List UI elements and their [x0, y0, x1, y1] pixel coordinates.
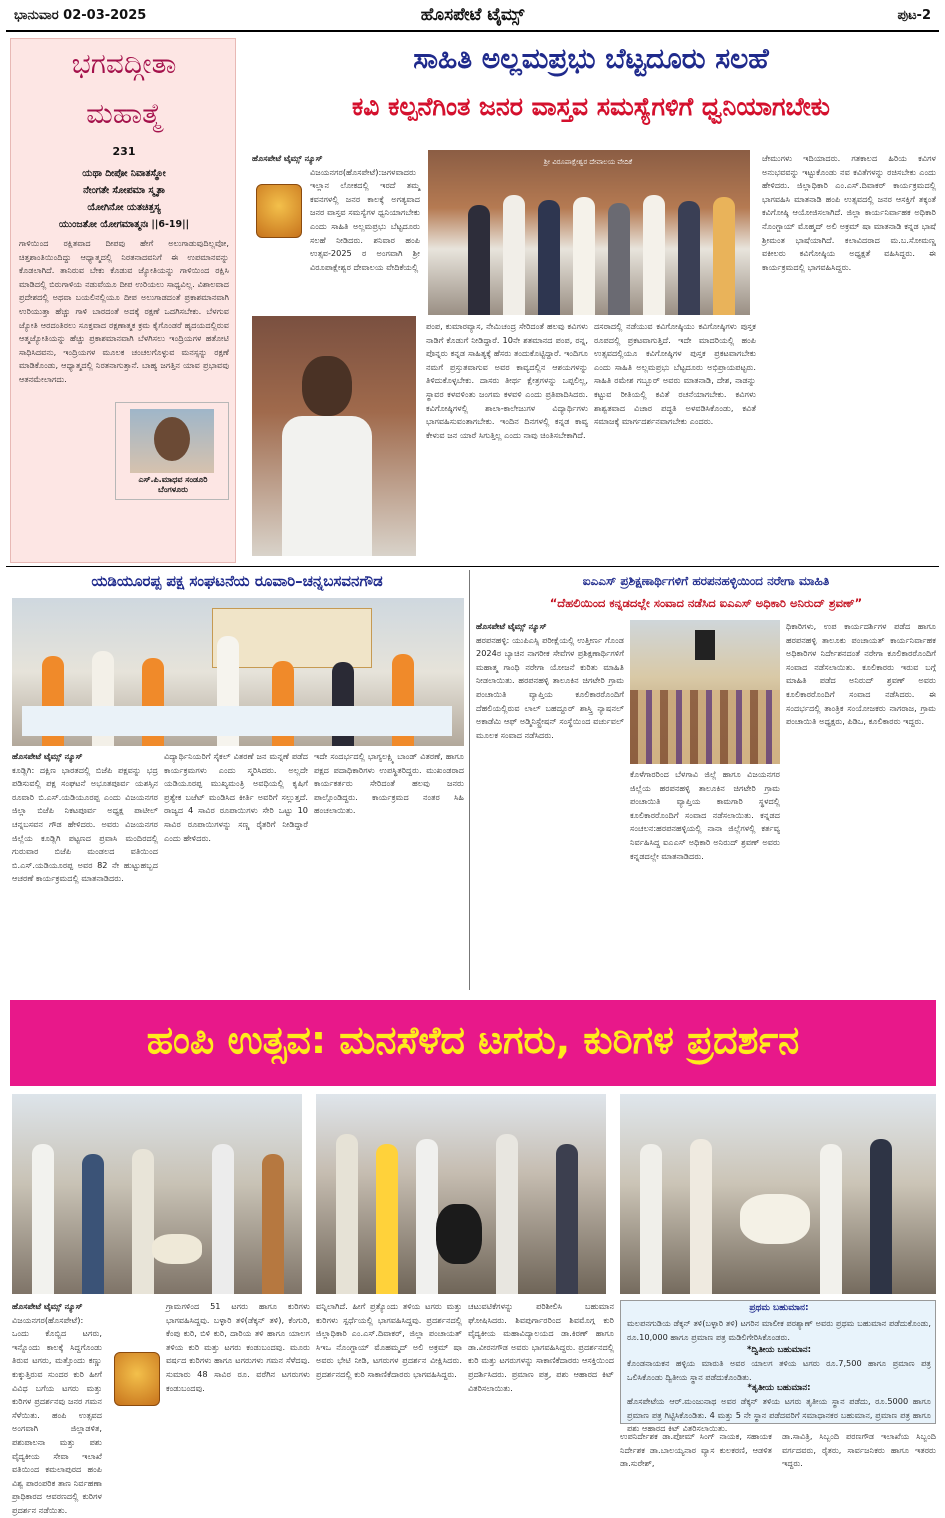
lead-headline-2: ಕವಿ ಕಲ್ಪನೆಗಿಂತ ಜನರ ವಾಸ್ತವ ಸಮಸ್ಯೆಗಳಿಗೆ ಧ್ವನಿಯಾಗಬೇಕು: [352, 92, 830, 121]
lead-byline: ಹೊಸಪೇಟೆ ಟೈಮ್ಸ್ ನ್ಯೂಸ್: [252, 153, 323, 163]
hampi-col-2: ಗ್ರಾಮಗಳಿಂದ 51 ಟಗರು ಹಾಗೂ ಕುರಿಗಳು ಭಾಗವಹಿಸಿದ್ದವು. ಬಳ್ಳಾರಿ ತಳಿ(ಡೆಕ್ಕನ್ ತಳಿ), ಕೆಂಗುರಿ, ಕೆಂಪು ಕುರಿ, ಬಿಳಿ ಕುರಿ, ದಾರಿಯ ತಳಿ ಹಾಗೂ ಯಾಲಗ ತಳಿಯ ಕುರಿ ಮತ್ತು ಟಗರು ಕಂಡುಬಂದವು. ಮೂರು ವರ್ಷದ ಕುರಿಗಳು ಹಾಗೂ ಟಗರುಗಳು ಗಮನ ಸೆಳೆದವು. ಸುಮಾರು 48 ಸಾವಿರ ರೂ. ವರೆಗಿನ ಟಗರುಗಳು ಕಂಡುಬಂದವು.: [166, 1301, 310, 1393]
hampi-utsav-logo: [256, 184, 302, 238]
section-divider-1: [6, 566, 939, 567]
ias-caption-and-col-2: ಕೊಳೆಗಾರರಿಂದ ಬೆಳಗಾವಿ ಜಿಲ್ಲೆ ಹಾಗೂ ವಿಜಯನಗರ ಜಿಲ್ಲೆಯ ಹರಪನಹಳ್ಳಿ ತಾಲೂಕಿನ ಚಿಗಟೇರಿ ಗ್ರಾಮ ಪಂಚಾಯಿತಿ ವ್ಯಾಪ್ತಿಯ ಕಾಮಗಾರಿ ಸ್ಥಳದಲ್ಲಿ ಕೂಲಿಕಾರರೊಂದಿಗೆ ಸಂವಾದ ನಡೆಸಲಾಯಿತು. ಕನ್ನಡದ ಸಂಚಲನ:ಹರಪನಹಳ್ಳಿಯಲ್ಲಿ ನಾನಾ ಜಿಲ್ಲೆಗಳಲ್ಲಿ ಕರ್ತವ್ಯ ನಿರ್ವಹಿಸಿದ್ದ ಐಎಎಸ್ ಅಧಿಕಾರಿ ಅನಿರುದ್ ಶ್ರವಣ್ ಅವರು ಕನ್ನಡದಲ್ಲೇ ಮಾತನಾಡಿದರು.: [630, 769, 780, 861]
newspaper-name: ಹೊಸಪೇಟೆ ಟೈಮ್ಸ್: [420, 5, 525, 25]
lead-col-3: ದಸರಾದಲ್ಲಿ ನಡೆಯುವ ಕವಿಗೋಷ್ಠಿಯು ಕವಿಗೋಷ್ಠಿಗಳು ಪುಸ್ತಕ ರೂಪದಲ್ಲಿ ಪ್ರಕಟವಾಗುತ್ತಿದೆ. ಇದೇ ಮಾದರಿಯಲ್ಲಿ ಹಂಪಿ ಉತ್ಸವದಲ್ಲಿಯೂ ಕವಿಗೋಷ್ಠಿಗಳ ಪುಸ್ತಕ ಪ್ರಕಟವಾಗಬೇಕು ಎಂದು ಸಾಹಿತಿ ಅಲ್ಲಮಪ್ರಭು ಬೆಟ್ಟದೂರು ಅಭಿಪ್ರಾಯಪಟ್ಟರು. ಸಾಹಿತಿ ರಮೇಶ ಗಬ್ಬೂರ್ ಅವರು ಮಾತನಾಡಿ, ದೇಶ, ನಾಡನ್ನು ಕಟ್ಟುವ ರೀತಿಯಲ್ಲಿ ಕವಿತೆ ರಚನೆಯಾಗಬೇಕು. ಕವಿಗಳು ಶಾಶ್ವತವಾದ ವಿಚಾರ ಪದ್ಧತಿ ಅಳವಡಿಸಿಕೊಂಡು, ಕವಿತೆ ಸಮಾಜಕ್ಕೆ ಮಾರ್ಗದರ್ಶನವಾಗಬೇಕು ಎಂದರು.: [594, 321, 756, 427]
masthead-rule: [6, 30, 939, 32]
ias-col-1: [476, 620, 624, 990]
ias-kicker: ಐಎಎಸ್ ಪ್ರಶಿಕ್ಷಣಾರ್ಥಿಗಳಿಗೆ ಹರಪನಹಳ್ಳಿಯಿಂದ ನರೇಗಾ ಮಾಹಿತಿ: [582, 574, 830, 588]
prize-title: ಪ್ರಥಮ ಬಹುಮಾನ:: [749, 1303, 809, 1313]
bsy-col-1-text: ಕೂಡ್ಲಿಗಿ: ದಕ್ಷಿಣ ಭಾರತದಲ್ಲಿ ಬಿಜೆಪಿ ಪಕ್ಷವನ್ನು ಭದ್ರ ಪಡಿಸುವಲ್ಲಿ ಪಕ್ಷ ಸಂಘಟನೆ ಅಭೂತಪೂರ್ವ ಯಶಸ್ಸಿನ ರೂವಾರಿ ಬಿ.ಎಸ್.ಯಡಿಯೂರಪ್ಪ ಎಂದು ವಿಜಯನಗರ ಜಿಲ್ಲಾ ಬಿಜೆಪಿ ನಿಕಟಪೂರ್ವ ಅಧ್ಯಕ್ಷ ಪಾಟೀಲ್ ಚನ್ನಬಸವನ ಗೌಡ ಹೇಳಿದರು. ಅವರು ವಿಜಯನಗರ ಜಿಲ್ಲೆಯ ಕೂಡ್ಲಿಗಿ ಪಟ್ಟಣದ ಪ್ರವಾಸಿ ಮಂದಿರದಲ್ಲಿ ಗುರುವಾರ ಬಿಜೆಪಿ ಮಂಡಲದ ವತಿಯಿಂದ ಬಿ.ಎಸ್.ಯಡಿಯೂರಪ್ಪ ಅವರ 82 ನೇ ಹುಟ್ಟುಹಬ್ಬದ ಆಚರಣೆ ಕಾರ್ಯಕ್ರಮದಲ್ಲಿ ಮಾತನಾಡಿದರು.: [12, 764, 158, 884]
bsy-col-2: ವಿದ್ಯಾರ್ಥಿನಿಯರಿಗೆ ಸೈಕಲ್ ವಿತರಣೆ ಜನ ಮನ್ನಣೆ ಪಡೆದ ಕಾರ್ಯಕ್ರಮಗಳು ಎಂದು ಸ್ಮರಿಸಿದರು. ಅಲ್ಲದೇ ಯಡಿಯೂರಪ್ಪ ಮುಖ್ಯಮಂತ್ರಿ ಅವಧಿಯಲ್ಲಿ ಕೃಷಿಗೆ ಪ್ರತ್ಯೇಕ ಬಜೆಟ್ ಮಂಡಿಸಿದ ಕೀರ್ತಿ ಅವರಿಗೆ ಸಲ್ಲುತ್ತದೆ. ರಾಜ್ಯದ 4 ಸಾವಿರ ರೂಪಾಯಿಗಳು ಸೇರಿ ಒಟ್ಟು 10 ಸಾವಿರ ರೂಪಾಯಿಗಳನ್ನು ಸಣ್ಣ ರೈತರಿಗೆ ನೀಡಿದ್ದಾರೆ ಎಂದು ಹೇಳಿದರು.: [164, 751, 308, 843]
gita-column: [10, 38, 236, 563]
lead-photo-stage: [428, 150, 750, 315]
hampi-headline: ಹಂಪಿ ಉತ್ಸವ: ಮನಸೆಳೆದ ಟಗರು, ಕುರಿಗಳ ಪ್ರದರ್ಶನ: [146, 1018, 800, 1062]
hampi-photo-2: [316, 1094, 606, 1294]
masthead: [0, 0, 945, 32]
hampi-byline: ಹೊಸಪೇಟೆ ಟೈಮ್ಸ್ ನ್ಯೂಸ್: [12, 1301, 83, 1311]
hampi-banner: [10, 1000, 936, 1086]
hampi-col-7: ಡಾ.ಸಾವಿತ್ರಿ, ಸಿಬ್ಬಂದಿ ಪರಣಗೌಡ ಇಲಾಖೆಯ ಸಿಬ್ಬಂದಿ ವರ್ಗದವರು, ರೈತರು, ಸಾರ್ವಜನಿಕರು ಹಾಗೂ ಇತರರು ಇದ್ದರು.: [782, 1431, 936, 1469]
gita-title-1: ಭಗವದ್ಗೀತಾ: [71, 47, 177, 80]
ias-headline: “ದೆಹಲಿಯಿಂದ ಕನ್ನಡದಲ್ಲೇ ಸಂವಾದ ನಡೆಸಿದ ಐಎಎಸ್ ಅಧಿಕಾರಿ ಅನಿರುದ್ ಶ್ರವಣ್”: [549, 596, 863, 610]
author-photo-box: [115, 402, 229, 500]
prize-third-title: *ತೃತೀಯ ಬಹುಮಾನ:: [747, 1383, 811, 1393]
ias-byline: ಹೊಸಪೇಟೆ ಟೈಮ್ಸ್ ನ್ಯೂಸ್: [476, 621, 547, 631]
bsy-col-3: ಇದೇ ಸಂದರ್ಭದಲ್ಲಿ ಭಾಗ್ಯಲಕ್ಷ್ಮಿ ಬಾಂಡ್ ವಿತರಣೆ, ಹಾಗೂ ಪಕ್ಷದ ಪದಾಧಿಕಾರಿಗಳು ಉಪಸ್ಥಿತರಿದ್ದರು. ಮುಖಂಡರಾದ ಕಾರ್ಯಕರ್ತರು ಸೇರಿದಂತೆ ಹಲವು ಜನರು ಪಾಲ್ಗೊಂಡಿದ್ದರು. ಕಾರ್ಯಕ್ರಮದ ನಂತರ ಸಿಹಿ ಹಂಚಲಾಯಿತು.: [314, 751, 464, 816]
hampi-col-4: ಚಟುವಟಿಕೆಗಳನ್ನು ಪರಿಶೀಲಿಸಿ ಬಹುಮಾನ ಘೋಷಿಸಿದರು. ಶಿವಪುರ್ಗಾರರಿಂದ ಶಿವಮೊಗ್ಗ ಕುರಿ ವೈದ್ಯಕೀಯ ಮಹಾವಿದ್ಯಾಲಯದ ಡಾ.ಕಿರಣ್ ಹಾಗೂ ಡಾ.ವೀರನಗೌಡ ಅವರು ಭಾಗವಹಿಸಿದ್ದರು. ಪ್ರದರ್ಶನದಲ್ಲಿ ಕುರಿ ಮತ್ತು ಟಗರುಗಳನ್ನು ಸಾಕಾಣಿಕೆದಾರರು ಆಸಕ್ತಿಯಿಂದ ಪ್ರದರ್ಶಿಸಿದರು. ಪ್ರಮಾಣ ಪತ್ರ, ಪಶು ಆಹಾರದ ಕಿಟ್ ವಿತರಿಸಲಾಯಿತು.: [468, 1301, 614, 1393]
gita-shloka: ಯಥಾ ದೀಪೋ ನಿವಾತಸ್ಥೋ ನೇಂಗತೇ ಸೋಪಮಾ ಸ್ಮೃತಾ ಯೋಗಿನೋ ಯತಚಿತ್ತಸ್ಯ ಯುಂಜತೋ ಯೋಗಮಾತ್ಮನಃ ||6-19||: [58, 168, 190, 230]
page-number: ಪುಟ-2: [897, 8, 931, 23]
stage-banner: ಶ್ರೀ ವಿರೂಪಾಕ್ಷೇಶ್ವರ ದೇವಾಲಯ ವೇದಿಕೆ: [543, 158, 633, 166]
lead-col-4: ಜೇಮುಗಳು ಇದಿಯಾದರು. ಗತಕಾಲದ ಹಿರಿಯ ಕವಿಗಳ ಅನುಭವವನ್ನು ಇಟ್ಟುಕೊಂಡು ನವ ಕವಿತೆಗಳನ್ನು ರಚಿಸಬೇಕು ಎಂದು ಹೇಳಿದರು. ಜಿಲ್ಲಾಧಿಕಾರಿ ಎಂ.ಎಸ್.ದಿವಾಕರ್ ಕಾರ್ಯಕ್ರಮದಲ್ಲಿ ಭಾಗವಹಿಸಿ ಮಾತನಾಡಿ ಹಂಪಿ ಉತ್ಸವದಲ್ಲಿ ಜನರ ಆಸಕ್ತಿಗೆ ತಕ್ಕಂತೆ ಕವಿಗೋಷ್ಠಿ ಆಯೋಜಿಸಲಾಗಿದೆ. ಜಿಲ್ಲಾ ಕಾರ್ಯನಿರ್ವಾಹಕ ಅಧಿಕಾರಿ ನೊಂಗ್ಜಾಯ್ ಮೊಹ್ಮದ್ ಅಲಿ ಅಕ್ರಮ್ ಷಾ ಮಾತನಾಡಿ ಕನ್ನಡ ಭಾಷೆ ಶ್ರೀಮಂತ ಭಾಷೆಯಾಗಿದೆ. ಕಲಾವಿದರಾದ ಮ.ಬ.ಸೋಮಣ್ಣ ವಕೀಲರು ಕವಿಗೋಷ್ಠಿಯ ಅಧ್ಯಕ್ಷತೆ ವಹಿಸಿದ್ದರು. ಈ ಕಾರ್ಯಕ್ರಮದಲ್ಲಿ ಭಾಗವಹಿಸಿದ್ದರು.: [762, 153, 936, 272]
prize-second-title: *ದ್ವಿತೀಯ ಬಹುಮಾನ:: [746, 1345, 812, 1355]
hampi-col-1-text: ವಿಜಯನಗರ(ಹೊಸಪೇಟೆ): ಒಂದು ಕೊಬ್ಬಿದ ಟಗರು, ಇನ್ನೊಂದು ಕಾಲಕ್ಕೆ ಸಿದ್ದಗೊಂಡು ತಿರುವ ಟಗರು, ಮತ್ತೊಂದು ಕಣ್ಣು ಕುಕ್ಕುತ್ತಿರುವ ಸುಂದರ ಕುರಿ ಹೀಗೆ ವಿವಿಧ ಬಗೆಯ ಟಗರು ಮತ್ತು ಕುರಿಗಳ ಪ್ರದರ್ಶನವು ಜನರ ಗಮನ ಸೆಳೆಯಿತು. ಹಂಪಿ ಉತ್ಸವದ ಅಂಗವಾಗಿ ಜಿಲ್ಲಾಡಳಿತ, ಪಶುಪಾಲನಾ ಮತ್ತು ಪಶು ವೈದ್ಯಕೀಯ ಸೇವಾ ಇಲಾಖೆ ವತಿಯಿಂದ ಕಮಲಾಪುರದ ಹಂಪಿ ವಿಶ್ವ ಪಾರಂಪರಿಕ ತಾಣ ನಿರ್ವಹಣಾ ಪ್ರಾಧಿಕಾರದ ಆವರಣದಲ್ಲಿ ಕುರಿಗಳ ಪ್ರದರ್ಶನ ನಡೆಯಿತು.: [12, 1314, 102, 1515]
gita-commentary: ಗಾಳಿಯಿಂದ ರಕ್ಷಿತವಾದ ದೀಪವು ಹೇಗೆ ಅಲುಗಾಡುವುದಿಲ್ಲವೋ, ಚಿತ್ತಶಾಂತಿಯಿಂದಿದ್ದು ಆಧ್ಯಾತ್ಮದಲ್ಲಿ ನಿರತನಾದವನಿಗೆ ಈ ಉಪಮಾನವನ್ನು ಕೊಡಲಾಗಿದೆ. ತಾನಿರುವ ಬೇಕು ಕೊಡುವ ಜ್ಯೋತಿಯನ್ನು ಗಾಳಿಯಿಂದ ರಕ್ಷಿಸಿ ಮಾಡಿದಲ್ಲಿ ಬಿರುಗಾಳಿಯ ನಡುವೆಯೂ ದೀಪ ಉರಿಯಲು ಸಾಧ್ಯವಿಲ್ಲ. ವಿಶಾಲವಾದ ಪ್ರದೇಶದಲ್ಲಿ ಅಥವಾ ಬಯಲಿನಲ್ಲಿಯೂ ದೀಪ ಅಲುಗಾಡದಂತೆ ಪ್ರಕಾಶಮಾನವಾಗಿ ಉರಿಯುತ್ತಾ ಹೆಚ್ಚು ಗಾಳಿ ಬಾರದಂತೆ ಅದಕ್ಕೆ ರಕ್ಷಣೆ ಒದಗಿಸಬೇಕು. ಬೆಳಗುವ ಜ್ಯೋತಿ ಆರದಂತಿರಲು ಸೂಕ್ತವಾದ ರಕ್ಷಣಾತ್ಮಕ ಕ್ರಮ ಕೈಗೊಂಡರೆ ಹೃದಯದಲ್ಲಿರುವ ಆತ್ಮಜ್ಯೋತಿಯನ್ನು ಹೆಚ್ಚು ಪ್ರಕಾಶಮಾನವಾಗಿ ಬೆಳಗಿಸಲು ಇಂದ್ರಿಯಗಳ ಹತೋಟಿ ಸಾಧಿಸಿದವನು, ಇಂದ್ರಿಯಗಳ ಮೂಲಕ ಚಂಚಲಗೊಳ್ಳುವ ಮನಸ್ಸನ್ನು ರಕ್ಷಣೆ ಮಾಡಿಕೊಂಡು, ಆಧ್ಯಾತ್ಮದಲ್ಲಿ ನಿರತನಾಗುತ್ತಾನೆ. ಬಾಹ್ಯ ಜಗತ್ತಿನ ಯಾವ ಪ್ರಭಾವವು ಆತನಮೇಲಾಗದು.: [19, 238, 229, 384]
hampi-col-3: ವನ್ನಿಲಾಗಿದೆ. ಹೀಗೆ ಪ್ರತ್ಯೊಂದು ತಳಿಯ ಟಗರು ಮತ್ತು ಕುರಿಗಳು ಸ್ಪರ್ಧೆಯಲ್ಲಿ ಭಾಗವಹಿಸಿದ್ದವು. ಪ್ರದರ್ಶನದಲ್ಲಿ ಜಿಲ್ಲಾಧಿಕಾರಿ ಎಂ.ಎಸ್.ದಿವಾಕರ್, ಜಿಲ್ಲಾ ಪಂಚಾಯತ್ ಸಿಇಒ ನೊಂಗ್ಜಾಯ್ ಮೊಹಮ್ಮದ್ ಅಲಿ ಅಕ್ರಮ್ ಷಾ ಅವರು ಭೇಟಿ ನೀಡಿ, ಟಗರುಗಳ ಪ್ರದರ್ಶನ ವೀಕ್ಷಿಸಿದರು. ಪ್ರದರ್ಶನದಲ್ಲಿ ಕುರಿ ಸಾಕಾಣಿಕೆದಾರರು ಭಾಗವಹಿಸಿದ್ದರು.: [316, 1301, 462, 1379]
lead-col-2: ಪಂಪ, ಕುಮಾರವ್ಯಾಸ, ನೇಮಿಚಂದ್ರ ಸೇರಿದಂತೆ ಹಲವು ಕವಿಗಳು ನಾಡಿಗೆ ಕೊಡುಗೆ ನೀಡಿದ್ದಾರೆ. 10ನೇ ಶತಮಾನದ ಪಂಪ, ರನ್ನ, ಪೊನ್ನರು ಕನ್ನಡ ಸಾಹಿತ್ಯಕ್ಕೆ ಹೆಸರು ತಂದುಕೊಟ್ಟಿದ್ದಾರೆ. ಇಂದಿಗೂ ನಮಗೆ ಪ್ರಸ್ತುತವಾಗುವ ಅವರ ಕಾವ್ಯದಲ್ಲಿನ ಆಶಯಗಳನ್ನು ತಿಳಿದುಕೊಳ್ಳಬೇಕು. ದಾಸರು ತೀರ್ಥ ಕ್ಷೇತ್ರಗಳನ್ನು ಒಪ್ಪಲಿಲ್ಲ, ಸ್ಥಾವರ ಕಳವಳಿಂತು ಜಂಗಮ ಕಳವಳಿ ಎಂದು ಪ್ರತಿಪಾದಿಸಿದರು. ಕವಿಗೋಷ್ಠಿಗಳಲ್ಲಿ ಶಾಲಾ-ಕಾಲೇಜುಗಳ ವಿದ್ಯಾರ್ಥಿಗಳು ಭಾಗವಹಿಸುವಂತಾಗಬೇಕು. ಇಂದಿನ ದಿನಗಳಲ್ಲಿ ಕನ್ನಡ ಕಾವ್ಯ ಕೇಳುವ ಜನ ಯಾರೆ ಸಿಗುತ್ತಿಲ್ಲ ಎಂದು ನಾವು ಚಿಂತಿಸಬೇಕಾಗಿದೆ.: [426, 321, 588, 440]
hampi-photo-1: [12, 1094, 302, 1294]
issue-date: ಭಾನುವಾರ 02-03-2025: [14, 8, 147, 23]
gita-number: 231: [112, 145, 136, 158]
bsy-byline: ಹೊಸಪೇಟೆ ಟೈಮ್ಸ್ ನ್ಯೂಸ್: [12, 751, 83, 761]
hampi-col-6: ಉಪನಿರ್ದೇಶಕ ಡಾ.ಪೋಮ್ ಸಿಂಗ್ ನಾಯಕ, ಸಹಾಯಕ ನಿರ್ದೇಶಕ ಡಾ.ಬಾಲಯ್ಯನಾರ ವ್ಯಾಸ ಕುಲಕರಣಿ, ಆಡಳಿತ ಡಾ.ಸುರೇಶ್,: [620, 1431, 772, 1469]
lead-photo-speaker: [252, 316, 416, 556]
hampi-photo-3: [620, 1094, 936, 1294]
bsy-photo: [12, 598, 464, 746]
bsy-headline: ಯಡಿಯೂರಪ್ಪ ಪಕ್ಷ ಸಂಘಟನೆಯ ರೂವಾರಿ–ಚನ್ನಬಸವನಗೌಡ: [91, 572, 383, 590]
ias-col-1-text: ಹರಪನಹಳ್ಳಿ: ಯುಪಿಎಸ್ಸಿ ಪರೀಕ್ಷೆಯಲ್ಲಿ ಉತ್ತೀರ್ಣ ಗೊಂಡ 2024ರ ಬ್ಯಾಚಿನ ನಾಗರೀಕ ಸೇವೆಗಳ ಪ್ರಶಿಕ್ಷಣಾರ್ಥಿಗಳಿಗೆ ಮಹಾತ್ಮ ಗಾಂಧಿ ನರೇಗಾ ಯೋಜನೆ ಕುರಿತು ಮಾಹಿತಿ ನೀಡಲಾಯಿತು. ಹರಪನಹಳ್ಳಿ ತಾಲೂಕಿನ ಚಿಗಟೇರಿ ಗ್ರಾಮ ಪಂಚಾಯಿತಿ ವ್ಯಾಪ್ತಿಯ ಕೂಲಿಕಾರರೊಂದಿಗೆ ದೆಹಲಿಯಲ್ಲಿರುವ ಲಾಲ್ ಬಹದ್ದೂರ್ ಶಾಸ್ತ್ರಿ ನ್ಯಾಷನಲ್ ಅಕಾಡೆಮಿ ಆಫ್ ಅಡ್ಮಿನಿಸ್ಟ್ರೇಷನ್ ಸಂಸ್ಥೆಯಿಂದ ವರ್ಚುವಲ್ ಮೂಲಕ ಸಂವಾದ ನಡೆಸಿದರು.: [476, 634, 625, 740]
ias-photo: [630, 620, 780, 764]
author-photo: [130, 409, 214, 473]
prize-second: ಕೊಂಡನಾಯಕನ ಹಳ್ಳಿಯ ಮಾರುತಿ ಅವರ ಯಾಲಗ ತಳಿಯ ಟಗರು ರೂ.7,500 ಹಾಗೂ ಪ್ರಮಾಣ ಪತ್ರ ಒಲಿಸಿಕೊಂಡು ದ್ವಿತೀಯ ಸ್ಥಾನ ಪಡೆದುಕೊಂಡಿತು.: [627, 1358, 931, 1382]
lead-headline-1: ಸಾಹಿತಿ ಅಲ್ಲಮಪ್ರಭು ಬೆಟ್ಟದೂರು ಸಲಹೆ: [413, 42, 769, 75]
prize-first: ಮಲಪನಗುಡಿಯ ಡೆಕ್ಕನ್ ತಳಿ(ಬಳ್ಳಾರಿ ತಳಿ) ಟಗರಿನ ಮಾಲೀಕ ಪರಶ್ಯಾಣ್ ಅವರು ಪ್ರಥಮ ಬಹುಮಾನ ಪಡೆದುಕೊಂಡು, ರೂ.10,000 ಹಾಗೂ ಪ್ರಮಾಣ ಪತ್ರ ಮಡಿಲಿಗೇರಿಸಿಕೊಂಡರು.: [627, 1318, 931, 1342]
ias-col-3: ಧಿಕಾರಿಗಳು, ಉಪ ಕಾರ್ಯದರ್ಶಿಗಳ ಪಡೆದ ಹಾಗೂ ಹರಪನಹಳ್ಳಿ ತಾಲೂಕು ಪಂಚಾಯತ್ ಕಾರ್ಯನಿರ್ವಾಹಕ ಅಧಿಕಾರಿಗಳ ನಿರ್ದೇಶನದಂತೆ ನರೇಗಾ ಕೂಲಿಕಾರರೊಂದಿಗೆ ಸಂವಾದ ನಡೆಸಲಾಯಿತು. ಕೂಲಿಕಾರರು ಇರುವ ಬಗ್ಗೆ ಮಾಹಿತಿ ಪಡೆದ ಅನಿರುದ್ ಶ್ರವಣ್ ಅವರು ಕೂಲಿಕಾರರೊಂದಿಗೆ ಸಂವಾದ ನಡೆಸಿದರು. ಈ ಸಂದರ್ಭದಲ್ಲಿ ತಾಂತ್ರಿಕ ಸಂಯೋಜಕರು ನಾಗರಾಜ, ಗ್ರಾಮ ಪಂಚಾಯಿತಿ ಅಧ್ಯಕ್ಷರು, ಪಿಡಿಒ, ಕೂಲಿಕಾರರು ಇದ್ದರು.: [786, 621, 936, 727]
prize-third: ಹೊಸಪೇಟೆಯ ಆರ್.ಮಂಜುನಾಥ ಅವರ ಡೆಕ್ಕನ್ ತಳಿಯ ಟಗರು ತೃತೀಯ ಸ್ಥಾನ ಪಡೆದು, ರೂ.5000 ಹಾಗೂ ಪ್ರಮಾಣ ಪತ್ರ ಗಿಟ್ಟಿಸಿಕೊಂಡಿತು. 4 ಮತ್ತು 5 ನೇ ಸ್ಥಾನ ಪಡೆದವರಿಗೆ ಸಮಾಧಾನಕರ ಬಹುಮಾನ, ಪ್ರಮಾಣ ಪತ್ರ ಹಾಗೂ ಪಶು ಆಹಾರದ ಕಿಟ್ ವಿತರಿಸಲಾಯಿತು.: [627, 1396, 931, 1434]
author-name: ಎಸ್.ಪಿ.ಮಾಧವ ಸಂಡೂರಿ ಬೆಂಗಳೂರು: [138, 475, 208, 494]
hampi-utsav-logo-2: [114, 1352, 160, 1406]
bsy-col-1: [12, 750, 158, 990]
lead-col-1-text: ವಿಜಯನಗರ(ಹೊಸಪೇಟೆ):ಜಗಳವಾದರು ಇಲ್ಲಾನ ಲೋಕದಲ್ಲಿ ಇರದೆ ತಮ್ಮ ಕವನಗಳಲ್ಲಿ ಜನರ ಕಾಲಕ್ಕೆ ಅಗತ್ಯವಾದ ಜನರ ವಾಸ್ತವ ಸಮಸ್ಯೆಗಳ ಧ್ವನಿಯಾಗಬೇಕು ಎಂದು ಸಾಹಿತಿ ಅಲ್ಲಮಪ್ರಭು ಬೆಟ್ಟದೂರು ಸಲಹೆ ನೀಡಿದರು. ಶನಿವಾರ ಹಂಪಿ ಉತ್ಸವ-2025 ರ ಅಂಗವಾಗಿ ಶ್ರೀ ವಿರೂಪಾಕ್ಷೇಶ್ವರ ದೇವಾಲಯ ವೇದಿಕೆಯಲ್ಲಿ: [310, 166, 420, 272]
gita-title-2: ಮಹಾತ್ಮೆ: [86, 97, 162, 130]
prize-box: [620, 1300, 936, 1434]
column-separator: [469, 570, 470, 990]
